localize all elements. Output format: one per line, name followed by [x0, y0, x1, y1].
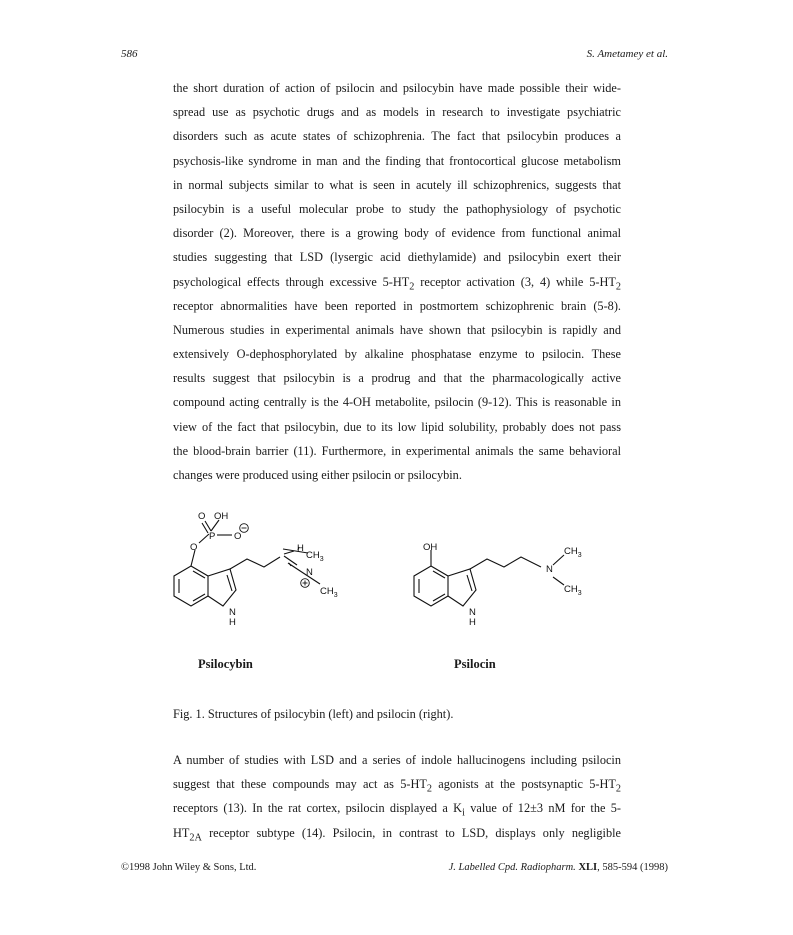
atom-label: O	[234, 531, 242, 542]
text-line: $HT_{2A}$ receptor subtype (14). Psilocin, in contrast to LSD, displays only negligible	[173, 825, 621, 844]
text-line: disorder (2). Moreover, there is a growing body of evidence from functional animal	[173, 226, 621, 241]
text-line: in normal subjects similar to what is seen in acutely ill schizophrenics, suggests that	[173, 177, 621, 192]
text-line: Numerous studies in experimental animals have shown that psilocybin is rapidly and	[173, 322, 621, 337]
compound-label-psilocin: Psilocin	[454, 657, 496, 671]
atom-label: OH	[423, 542, 438, 553]
paragraph-intro	[173, 76, 621, 487]
text-line: suggest that these compounds may act as $5-HT_2$ agonists at the postsynaptic $5-HT_2$	[173, 777, 621, 795]
text-line: the blood-brain barrier (11). Furthermore, in experimental animals the same behavioral	[173, 443, 621, 458]
ch3-label: $CH_3$	[320, 586, 338, 599]
psilocybin-pyrrole-ring	[208, 569, 236, 606]
text-line: compound acting centrally is the 4-OH metabolite, psilocin (9-12). This is reasonable in	[173, 395, 621, 410]
text-line: psychological effects through excessive $5-HT_2$ receptor activation (3, 4) while $5-HT_2$	[173, 274, 621, 292]
structures-svg	[160, 505, 620, 645]
copyright-notice: ©1998 John Wiley & Sons, Ltd.	[121, 862, 257, 873]
atom-label: N	[229, 607, 236, 618]
atom-label: H	[469, 617, 476, 628]
text-line: receptor abnormalities have been reported in postmortem schizophrenic brain (5-8).	[173, 298, 621, 313]
page-number: 586	[121, 48, 138, 60]
atom-label: N	[546, 564, 553, 575]
text-line: psilocybin is a useful molecular probe to study the pathophysiology of psychotic	[173, 201, 621, 216]
atom-label: H	[297, 543, 304, 554]
atom-label: OH	[214, 511, 229, 522]
text-line: results suggest that psilocybin is a prodrug and that the pharmacologically active	[173, 371, 621, 386]
text-line: disorders such as acute states of schizophrenia. The fact that psilocybin produces a	[173, 129, 621, 144]
atom-label: P	[209, 531, 216, 542]
chemical-structures-figure	[160, 505, 620, 645]
ch3-label: $CH_3$	[564, 546, 582, 559]
text-line: extensively O-dephosphorylated by alkaline phosphatase enzyme to psilocin. These	[173, 347, 621, 362]
text-line: studies suggesting that LSD (lysergic acid diethylamide) and psilocybin exert their	[173, 250, 621, 265]
text-line: the short duration of action of psilocin and psilocybin have made possible their wide-	[173, 81, 621, 95]
text-line: psychosis-like syndrome in man and the finding that frontocortical glucose metabolism	[173, 153, 621, 168]
running-header-author: S. Ametamey et al.	[586, 48, 668, 60]
compound-label-psilocybin: Psilocybin	[198, 657, 253, 671]
ch3-label: $CH_3$	[564, 584, 582, 597]
atom-label: O	[198, 511, 206, 522]
journal-citation: J. Labelled Cpd. Radiopharm. XLI, 585-594 (1998)	[448, 862, 668, 873]
psilocin-pyrrole-ring	[448, 569, 476, 606]
text-line: view of the fact that psilocybin, due to its low lipid solubility, probably does not pass	[173, 419, 621, 434]
ch3-label: $CH_3$	[306, 550, 324, 563]
atom-label: H	[229, 617, 236, 628]
text-line: A number of studies with LSD and a series of indole hallucinogens including psilocin	[173, 753, 621, 767]
text-line: receptors (13). In the rat cortex, psilocin displayed a $K_i$ value of 12±3 nM for the 5-	[173, 801, 621, 819]
text-line: changes were produced using either psilocin or psilocybin.	[173, 468, 462, 482]
text-line: spread use as psychotic drugs and as models in research to investigate psychiatric	[173, 105, 621, 120]
atom-label: N	[469, 607, 476, 618]
atom-label: O	[190, 542, 198, 553]
figure-caption: Fig. 1. Structures of psilocybin (left) and psilocin (right).	[173, 707, 454, 721]
paragraph-receptors	[173, 748, 621, 845]
atom-label: N	[306, 567, 313, 578]
